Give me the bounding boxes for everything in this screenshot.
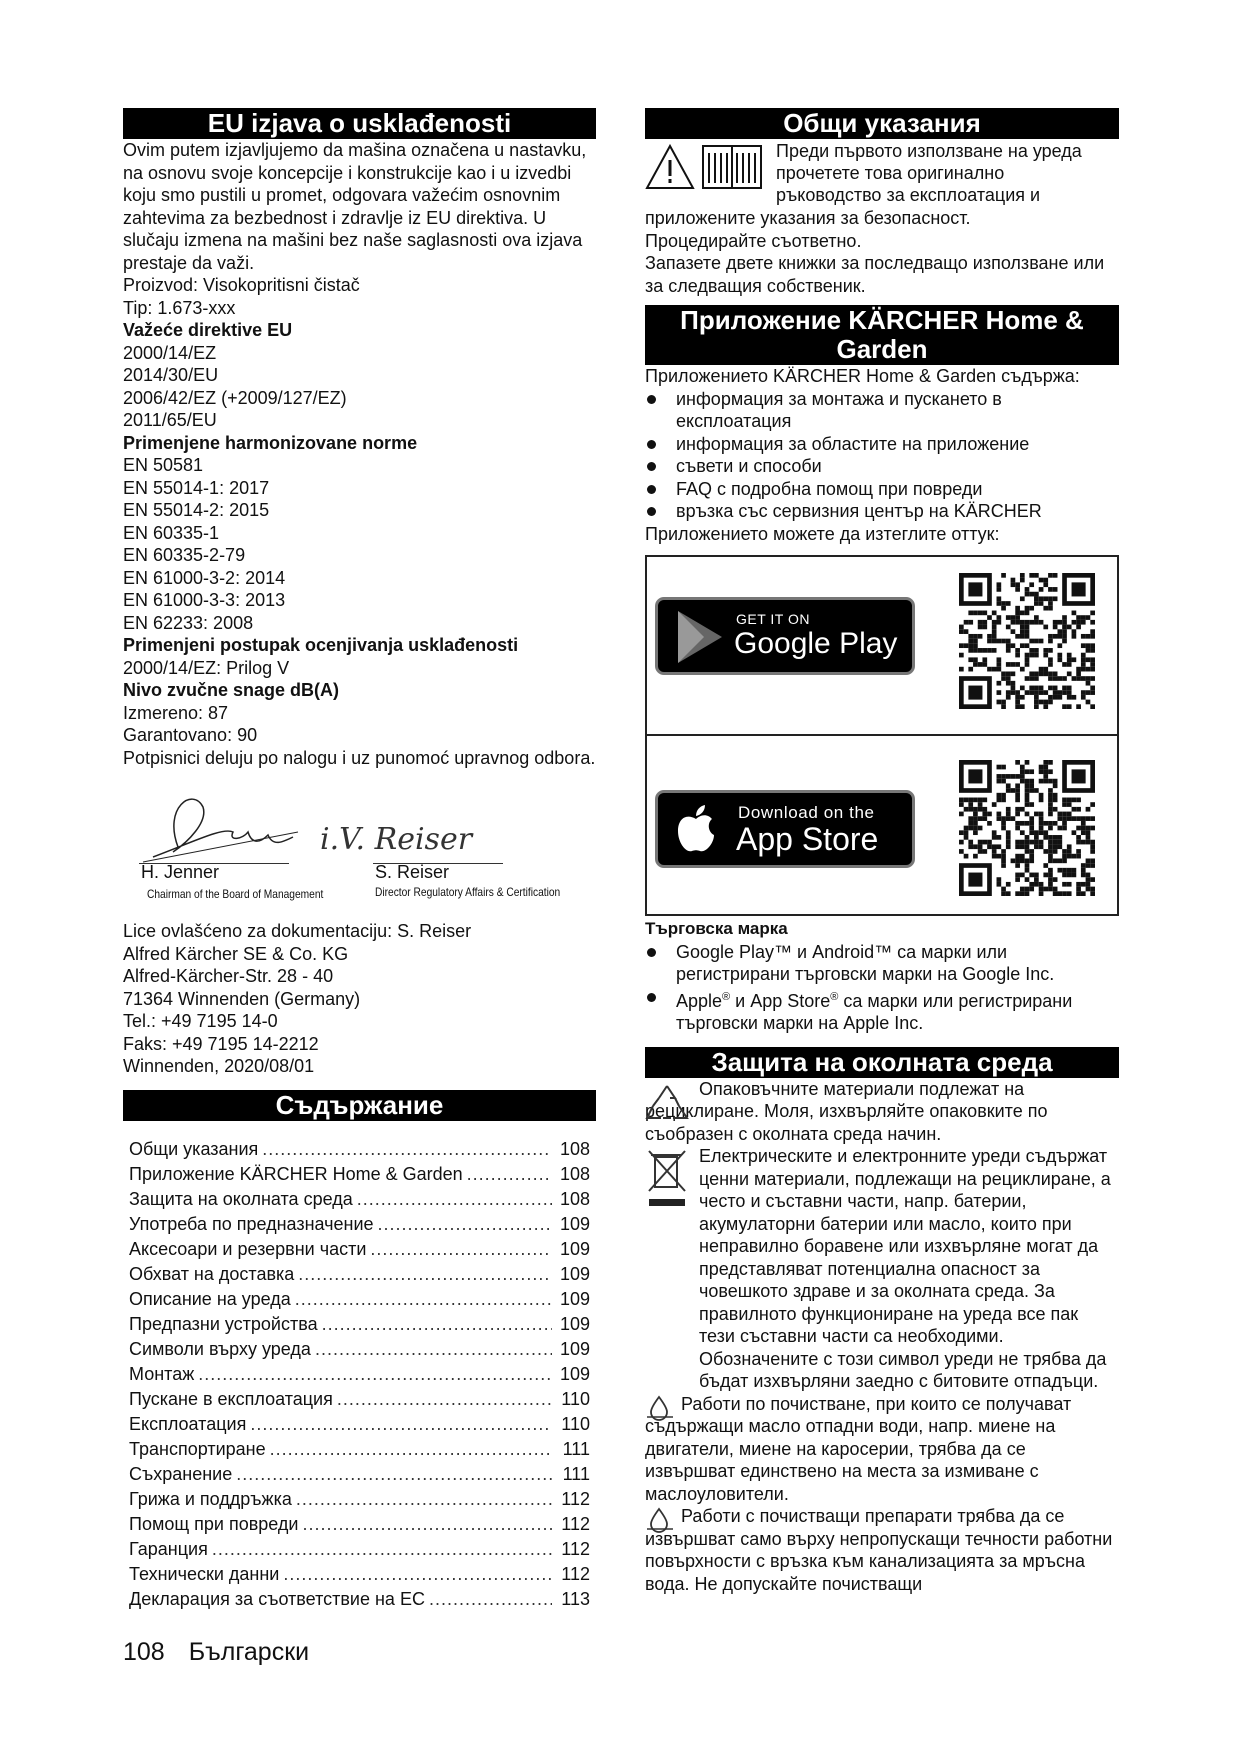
procedure-value: 2000/14/EZ: Prilog V <box>123 657 290 678</box>
toc-entry[interactable] <box>123 1512 596 1537</box>
general-line-3: ръководство за експлоатация и <box>776 185 1041 205</box>
directive-item: 2000/14/EZ <box>123 342 217 363</box>
toc-entry[interactable] <box>123 1562 596 1587</box>
toc-entry-label: Декларация за съответствие на ЕС <box>129 1588 425 1609</box>
contact-block <box>123 920 596 1078</box>
general-line-4: приложените указания за безопасност. <box>645 208 971 228</box>
norms-list <box>123 454 596 634</box>
toc-entry[interactable] <box>123 1437 596 1462</box>
toc-entry-page: 112 <box>561 1513 590 1534</box>
toc-entry-page: 108 <box>559 1138 590 1159</box>
toc-entry-page: 112 <box>561 1538 590 1559</box>
toc-dot-leader <box>370 1237 552 1262</box>
toc-entry-page: 110 <box>561 1388 590 1409</box>
app-store-brand-text: и App Store <box>730 990 831 1011</box>
environment-packaging-paragraph <box>645 1078 1119 1146</box>
toc-entry-page: 111 <box>562 1438 590 1459</box>
apple-icon <box>676 805 716 853</box>
toc-entry-label: Гаранция <box>129 1538 208 1559</box>
general-line-6: Запазете двете книжки за последващо използване или за следващия собственик. <box>645 253 1105 296</box>
table-of-contents <box>123 1137 596 1612</box>
toc-entry[interactable] <box>123 1162 596 1187</box>
environment-detergent-paragraph <box>645 1505 1119 1595</box>
toc-entry-page: 112 <box>561 1488 590 1509</box>
recycling-icon <box>645 1082 689 1124</box>
toc-entry[interactable] <box>123 1137 596 1162</box>
footer-language: Български <box>188 1638 310 1666</box>
directives-list <box>123 342 596 432</box>
signer1-role: Chairman of the Board of Management <box>147 887 324 901</box>
toc-entry-label: Технически данни <box>129 1563 280 1584</box>
toc-dot-leader <box>467 1162 552 1187</box>
toc-entry-label: Описание на уреда <box>129 1288 291 1309</box>
toc-entry-page: 109 <box>559 1363 590 1384</box>
norm-item: EN 61000-3-3: 2013 <box>123 590 286 610</box>
app-download-text: Приложението можете да изтеглите оттук: <box>645 523 1000 544</box>
trademark-bullet-apple <box>645 986 1119 1035</box>
toc-dot-leader <box>250 1412 552 1437</box>
toc-dot-leader <box>337 1387 552 1412</box>
app-bullet: информация за областите на приложение <box>645 433 1119 456</box>
toc-dot-leader <box>212 1537 552 1562</box>
registered-mark: ® <box>830 990 839 1003</box>
toc-entry-page: 109 <box>559 1313 590 1334</box>
signatories-note: Potpisnici deluju po nalogu i uz punomoć upravnog odbora. <box>123 747 596 768</box>
contact-line: Alfred-Kärcher-Str. 28 - 40 <box>123 966 334 986</box>
product-line: Proizvod: Visokopritisni čistač <box>123 275 360 295</box>
toc-entry-page: 111 <box>562 1463 590 1484</box>
toc-entry[interactable] <box>123 1362 596 1387</box>
toc-entry[interactable] <box>123 1312 596 1337</box>
weee-text-indented <box>645 1145 1119 1393</box>
toc-entry-page: 109 <box>559 1338 590 1359</box>
environment-oil-paragraph <box>645 1393 1119 1506</box>
toc-dot-leader <box>270 1437 552 1462</box>
signatures-block <box>123 787 596 912</box>
toc-entry-page: 108 <box>559 1188 590 1209</box>
toc-entry-label: Обхват на доставка <box>129 1263 295 1284</box>
google-play-qr-code[interactable] <box>959 573 1095 709</box>
toc-entry[interactable] <box>123 1412 596 1437</box>
weee-text: Електрическите и електронните уреди съдържат ценни материали, подлежащи на рециклиране, а често и съставни части, напр. батерии, акумулаторни батерии или масло, които при неправилно боравене или изхвърляне могат да представляват потенциална опасност за човешкото здраве и за околната среда. За правилното функциониране на уреда все пак тези съставни части са необходими. Обозначените с този символ уреди не трябва да бъдат изхвърляни заедно с битовите отпадъци. <box>699 1146 1111 1391</box>
toc-dot-leader <box>315 1337 552 1362</box>
toc-entry-label: Защита на околната среда <box>129 1188 353 1209</box>
toc-entry-label: Помощ при повреди <box>129 1513 299 1534</box>
left-column <box>123 108 596 1612</box>
norm-item: EN 60335-2-79 <box>123 545 246 565</box>
eu-declaration-intro: Ovim putem izjavljujemo da mašina označena u nastavku, na osnovu svoje koncepcije i konstrukcije kao i u izvedbi koju smo pustili u promet, odgovara važećim osnovnim zahtevima za bezbednost i zdravlje iz EU direktiva. U slučaju izmena na mašini bez naše saglasnosti ova izjava prestaje da važi. <box>123 140 587 273</box>
toc-dot-leader <box>262 1137 552 1162</box>
oil-text: Работи по почистване, при които се получават съдържащи масло отпадни води, напр. миене на двигатели, миене на каросерии, трябва да се извършват единствено на места за измиване с маслоуловители. <box>645 1393 1072 1504</box>
general-intro-row <box>645 139 1119 207</box>
toc-dot-leader <box>322 1312 552 1337</box>
toc-entry[interactable] <box>123 1537 596 1562</box>
app-heading: Приложение KÄRCHER Home & Garden <box>645 305 1119 365</box>
water-protection-icon <box>645 1395 675 1425</box>
toc-entry-label: Експлоатация <box>129 1413 247 1434</box>
toc-dot-leader <box>296 1487 552 1512</box>
app-intro: Приложението KÄRCHER Home & Garden съдържа: <box>645 366 1080 386</box>
norm-item: EN 50581 <box>123 455 204 475</box>
norm-item: EN 55014-1: 2017 <box>123 477 270 498</box>
toc-entry-page: 108 <box>559 1163 590 1184</box>
apple-trademark-text: са марки или регистрирани търговски марки на Apple Inc. <box>676 990 1073 1033</box>
norm-item: EN 62233: 2008 <box>123 612 254 633</box>
crossed-bin-icon <box>645 1147 689 1213</box>
toc-entry-label: Символи върху уреда <box>129 1338 311 1359</box>
general-line-2: прочетете това оригинално <box>776 163 1005 183</box>
norm-item: EN 55014-2: 2015 <box>123 500 270 520</box>
manual-book-icon <box>701 143 763 191</box>
directive-item: 2006/42/EZ (+2009/127/EZ) <box>123 387 347 408</box>
app-bullet: съвети и способи <box>645 455 1119 478</box>
toc-dot-leader <box>236 1462 552 1487</box>
app-store-box <box>645 555 1119 916</box>
signer1-name: H. Jenner <box>141 862 220 882</box>
toc-entry-label: Аксесоари и резервни части <box>129 1238 367 1259</box>
app-store-big-text: App Store <box>736 821 879 857</box>
toc-dot-leader <box>357 1187 552 1212</box>
apple-brand-text: Apple <box>676 990 723 1011</box>
google-play-icon <box>674 609 726 665</box>
toc-entry[interactable] <box>123 1287 596 1312</box>
toc-entry[interactable] <box>123 1587 596 1612</box>
toc-entry-page: 109 <box>559 1263 590 1284</box>
app-bullet: връзка със сервизния център на KÄRCHER <box>645 500 1119 523</box>
toc-dot-leader <box>429 1587 552 1612</box>
contact-line: Faks: +49 7195 14-2212 <box>123 1033 319 1054</box>
toc-entry-label: Общи указания <box>129 1138 259 1159</box>
general-line-1: Преди първото използване на уреда <box>776 141 1082 161</box>
contact-line: Alfred Kärcher SE & Co. KG <box>123 943 349 964</box>
google-play-big-text: Google Play <box>734 627 898 660</box>
app-bullet: FAQ с подробна помощ при повреди <box>645 478 1119 501</box>
app-store-qr-code[interactable] <box>959 760 1095 896</box>
google-play-small-text: GET IT ON <box>736 611 810 627</box>
app-bullet: информация за монтажа и пускането в експлоатация <box>645 388 1119 433</box>
google-play-panel <box>647 557 1117 736</box>
toc-entry-page: 109 <box>559 1213 590 1234</box>
type-line: Tip: 1.673-xxx <box>123 297 236 318</box>
contact-line: Tel.: +49 7195 14-0 <box>123 1011 278 1031</box>
packaging-text: Опаковъчните материали подлежат на рециклиране. Моля, изхвърляйте опаковките по съобразен с околната среда начин. <box>645 1078 1048 1144</box>
toc-entry[interactable] <box>123 1462 596 1487</box>
general-heading: Общи указания <box>645 108 1119 139</box>
trademark-heading: Търговска марка <box>645 919 788 938</box>
toc-entry[interactable] <box>123 1262 596 1287</box>
general-line-5: Процедирайте съответно. <box>645 230 862 251</box>
toc-entry-label: Грижа и поддръжка <box>129 1488 292 1509</box>
toc-entry-page: 112 <box>561 1563 590 1584</box>
registered-mark: ® <box>722 990 731 1003</box>
toc-entry[interactable] <box>123 1387 596 1412</box>
toc-dot-leader <box>378 1212 552 1237</box>
water-protection-icon <box>645 1507 675 1537</box>
contact-line: 71364 Winnenden (Germany) <box>123 988 361 1009</box>
signature-jenner <box>133 787 303 867</box>
contact-line: Lice ovlašćeno za dokumentaciju: S. Reiser <box>123 921 472 941</box>
toc-dot-leader <box>198 1362 552 1387</box>
signer2-name: S. Reiser <box>375 862 450 882</box>
toc-entry[interactable] <box>123 1487 596 1512</box>
environment-heading: Защита на околната среда <box>645 1047 1119 1078</box>
signer2-role: Director Regulatory Affairs & Certification <box>375 885 561 899</box>
app-store-panel <box>647 736 1117 913</box>
directive-item: 2011/65/EU <box>123 410 217 430</box>
toc-entry-label: Предпазни устройства <box>129 1313 318 1334</box>
trademark-bullet-google: Google Play™ и Android™ са марки или регистрирани търговски марки на Google Inc. <box>645 941 1119 986</box>
eu-declaration-heading: EU izjava o usklađenosti <box>123 108 596 139</box>
toc-entry-label: Употреба по предназначение <box>129 1213 374 1234</box>
toc-dot-leader <box>302 1512 552 1537</box>
toc-entry-page: 113 <box>561 1588 590 1609</box>
norms-heading: Primenjene harmonizovane norme <box>123 432 418 453</box>
toc-entry-label: Транспортиране <box>129 1438 266 1459</box>
toc-entry-page: 110 <box>561 1413 590 1434</box>
toc-entry-label: Монтаж <box>129 1363 195 1384</box>
warning-icon <box>645 143 695 191</box>
toc-entry-label: Приложение KÄRCHER Home & Garden <box>129 1163 463 1184</box>
norm-item: EN 61000-3-2: 2014 <box>123 567 286 588</box>
toc-dot-leader <box>298 1262 552 1287</box>
directives-heading: Važeće direktive EU <box>123 320 293 340</box>
noise-heading: Nivo zvučne snage dB(A) <box>123 680 340 700</box>
procedure-heading: Primenjeni postupak ocenjivanja usklađenosti <box>123 635 519 655</box>
right-column <box>645 108 1119 1595</box>
toc-entry[interactable] <box>123 1212 596 1237</box>
app-store-small-text: Download on the <box>738 803 875 822</box>
google-play-badge[interactable] <box>655 597 915 675</box>
detergent-text: Работи с почистващи препарати трябва да се извършват само върху непропускащи течности работни повърхности с връзка към канализацията за мръсна вода. Не допускайте почистващи <box>645 1506 1113 1594</box>
norm-item: EN 60335-1 <box>123 522 220 543</box>
toc-entry[interactable] <box>123 1187 596 1212</box>
app-bullets <box>645 388 1119 523</box>
environment-weee-paragraph <box>645 1145 1119 1393</box>
signature-reiser: i.V. Reiser <box>320 822 473 857</box>
page-number: 108 <box>123 1638 165 1666</box>
page-footer <box>123 1638 333 1667</box>
toc-entry-label: Съхранение <box>129 1463 233 1484</box>
toc-entry-page: 109 <box>559 1238 590 1259</box>
toc-entry[interactable] <box>123 1337 596 1362</box>
toc-entry[interactable] <box>123 1237 596 1262</box>
toc-heading: Съдържание <box>123 1090 596 1121</box>
toc-dot-leader <box>295 1287 552 1312</box>
noise-guaranteed: Garantovano: 90 <box>123 725 258 745</box>
contact-line: Winnenden, 2020/08/01 <box>123 1056 315 1076</box>
app-store-badge[interactable] <box>655 790 915 868</box>
toc-entry-label: Пускане в експлоатация <box>129 1388 333 1409</box>
toc-entry-page: 109 <box>559 1288 590 1309</box>
noise-measured: Izmereno: 87 <box>123 702 229 723</box>
toc-dot-leader <box>283 1562 552 1587</box>
directive-item: 2014/30/EU <box>123 365 219 385</box>
